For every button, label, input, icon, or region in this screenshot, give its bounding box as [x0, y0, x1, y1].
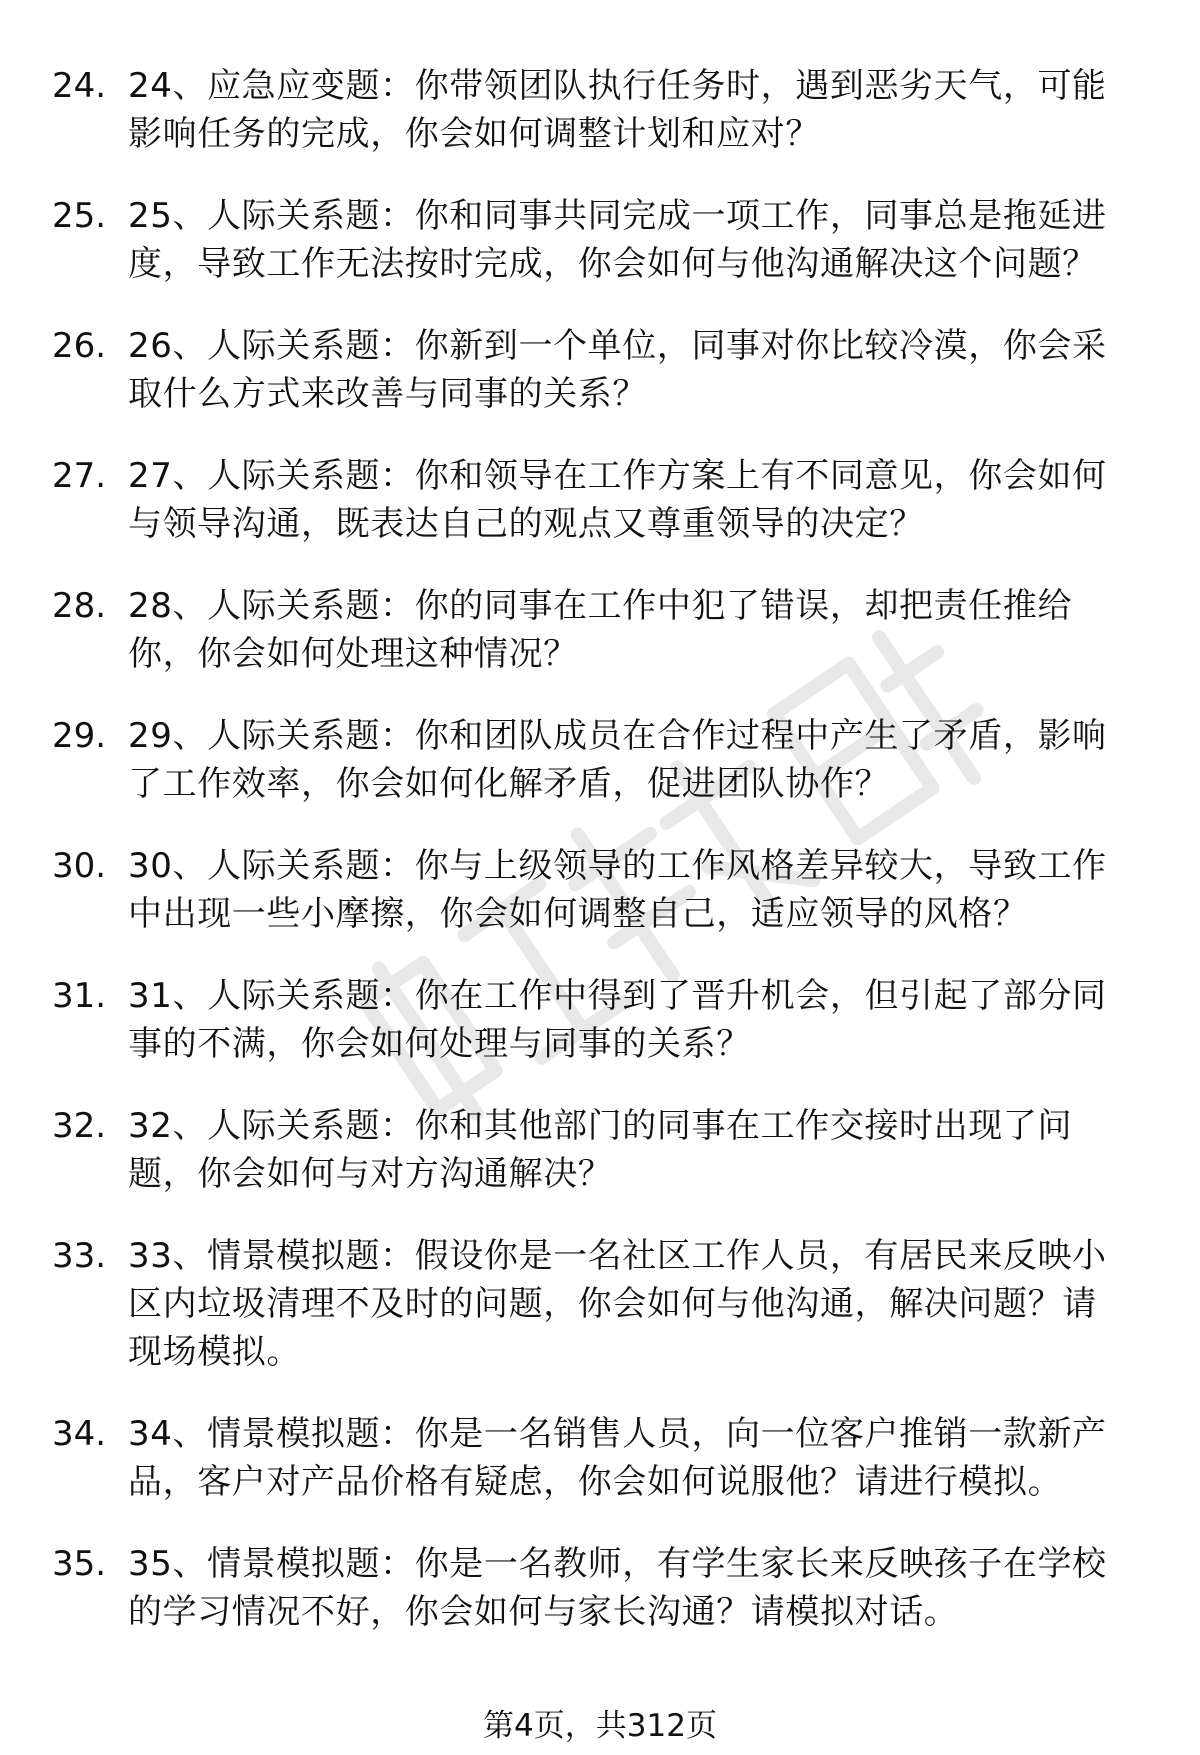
question-item: [52, 972, 1152, 1068]
question-number: 34.: [52, 1414, 107, 1454]
question-text: 27、人际关系题：你和领导在工作方案上有不同意见，你会如何与领导沟通，既表达自己的观点又尊重领导的决定？: [128, 456, 1107, 544]
question-text: 29、人际关系题：你和团队成员在合作过程中产生了矛盾，影响了工作效率，你会如何化解矛盾，促进团队协作？: [128, 716, 1107, 804]
question-number: 30.: [52, 846, 107, 886]
page-footer: 第4页，共312页: [483, 1708, 717, 1744]
question-number: 28.: [52, 586, 107, 626]
question-number: 26.: [52, 326, 107, 366]
question-number: 35.: [52, 1544, 107, 1584]
question-number: 33.: [52, 1236, 107, 1276]
question-text: 34、情景模拟题：你是一名销售人员，向一位客户推销一款新产品，客户对产品价格有疑虑，你会如何说服他？请进行模拟。: [128, 1414, 1107, 1502]
question-item: [52, 1410, 1152, 1506]
question-item: [52, 712, 1152, 808]
question-number: 24.: [52, 66, 107, 106]
question-item: [52, 192, 1152, 288]
question-text: 33、情景模拟题：假设你是一名社区工作人员，有居民来反映小区内垃圾清理不及时的问题，你会如何与他沟通，解决问题？请现场模拟。: [128, 1236, 1107, 1372]
question-text: 30、人际关系题：你与上级领导的工作风格差异较大，导致工作中出现一些小摩擦，你会如何调整自己，适应领导的风格？: [128, 846, 1107, 934]
question-number: 27.: [52, 456, 107, 496]
question-text: 28、人际关系题：你的同事在工作中犯了错误，却把责任推给你，你会如何处理这种情况？: [128, 586, 1073, 674]
question-item: [52, 842, 1152, 938]
question-text: 32、人际关系题：你和其他部门的同事在工作交接时出现了问题，你会如何与对方沟通解决？: [128, 1106, 1073, 1194]
question-text: 26、人际关系题：你新到一个单位，同事对你比较冷漠，你会采取什么方式来改善与同事的关系？: [128, 326, 1107, 414]
question-number: 25.: [52, 196, 107, 236]
question-number: 29.: [52, 716, 107, 756]
question-text: 31、人际关系题：你在工作中得到了晋升机会，但引起了部分同事的不满，你会如何处理与同事的关系？: [128, 976, 1107, 1064]
question-number: 31.: [52, 976, 107, 1016]
question-item: [52, 1540, 1152, 1636]
question-list: [52, 62, 1152, 1670]
question-item: [52, 582, 1152, 678]
question-item: [52, 452, 1152, 548]
question-number: 32.: [52, 1106, 107, 1146]
question-item: [52, 1232, 1152, 1376]
question-item: [52, 62, 1152, 158]
question-text: 24、应急应变题：你带领团队执行任务时，遇到恶劣天气，可能影响任务的完成，你会如何调整计划和应对？: [128, 66, 1107, 154]
question-text: 35、情景模拟题：你是一名教师，有学生家长来反映孩子在学校的学习情况不好，你会如何与家长沟通？请模拟对话。: [128, 1544, 1107, 1632]
question-item: [52, 1102, 1152, 1198]
question-text: 25、人际关系题：你和同事共同完成一项工作，同事总是拖延进度，导致工作无法按时完成，你会如何与他沟通解决这个问题？: [128, 196, 1107, 284]
question-item: [52, 322, 1152, 418]
